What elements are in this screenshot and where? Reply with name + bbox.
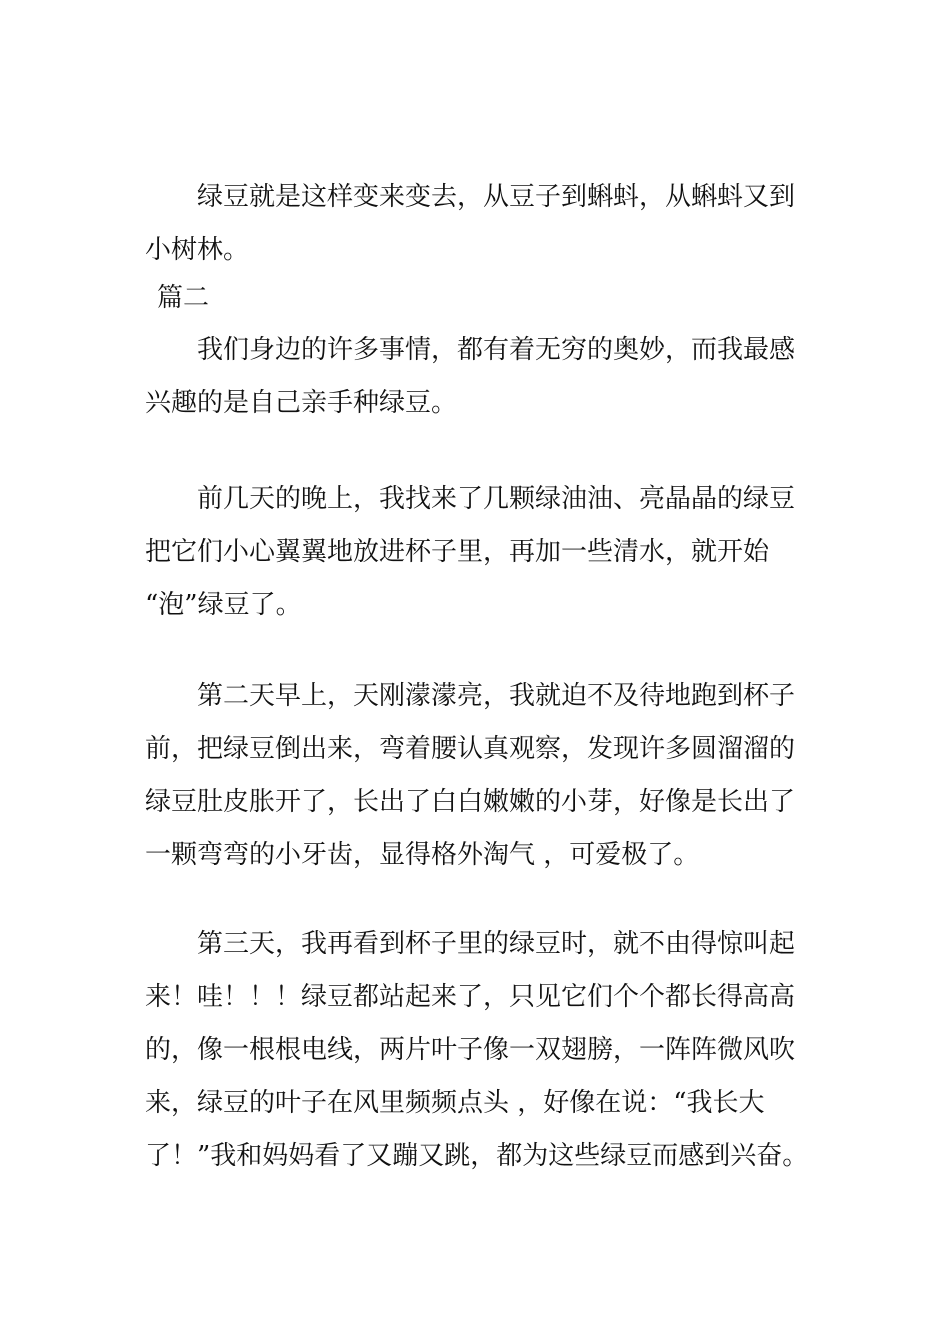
paragraph-line: 了！”我和妈妈看了又蹦又跳，都为这些绿豆而感到兴奋。 — [145, 1141, 809, 1171]
section-heading-text: 篇二 — [157, 283, 210, 313]
paragraph-line: 前几天的晚上，我找来了几颗绿油油、亮晶晶的绿豆 — [197, 484, 796, 514]
paragraph-line: 前，把绿豆倒出来，弯着腰认真观察，发现许多圆溜溜的 — [145, 734, 796, 764]
paragraph-5 — [145, 918, 810, 1183]
paragraph-line: 一颗弯弯的小牙齿，显得格外淘气 ，可爱极了。 — [145, 840, 700, 870]
paragraph-line: 来！哇！！！绿豆都站起来了，只见它们个个都长得高高 — [145, 982, 796, 1012]
paragraph-line: 小树林。 — [145, 235, 250, 265]
paragraph-1 — [145, 171, 810, 277]
paragraph-line: 的，像一根根电线，两片叶子像一双翅膀，一阵阵微风吹 — [145, 1035, 796, 1065]
paragraph-line: 第二天早上，天刚濛濛亮，我就迫不及待地跑到杯子 — [197, 681, 796, 711]
paragraph-3 — [145, 473, 810, 632]
paragraph-4 — [145, 670, 810, 882]
paragraph-2 — [145, 324, 810, 430]
paragraph-line: 第三天，我再看到杯子里的绿豆时，就不由得惊叫起 — [197, 929, 796, 959]
paragraph-line: 绿豆肚皮胀开了，长出了白白嫩嫩的小芽，好像是长出了 — [145, 787, 796, 817]
paragraph-line: 我们身边的许多事情，都有着无穷的奥妙，而我最感 — [197, 335, 796, 365]
paragraph-line: 兴趣的是自己亲手种绿豆。 — [145, 388, 458, 418]
section-heading — [145, 272, 810, 325]
paragraph-line: 把它们小心翼翼地放进杯子里，再加一些清水，就开始 — [145, 537, 770, 567]
paragraph-line: 来，绿豆的叶子在风里频频点头 ，好像在说：“我长大 — [145, 1088, 765, 1118]
paragraph-line: 绿豆就是这样变来变去，从豆子到蝌蚪，从蝌蚪又到 — [197, 182, 796, 212]
paragraph-line: “泡”绿豆了。 — [145, 590, 302, 620]
